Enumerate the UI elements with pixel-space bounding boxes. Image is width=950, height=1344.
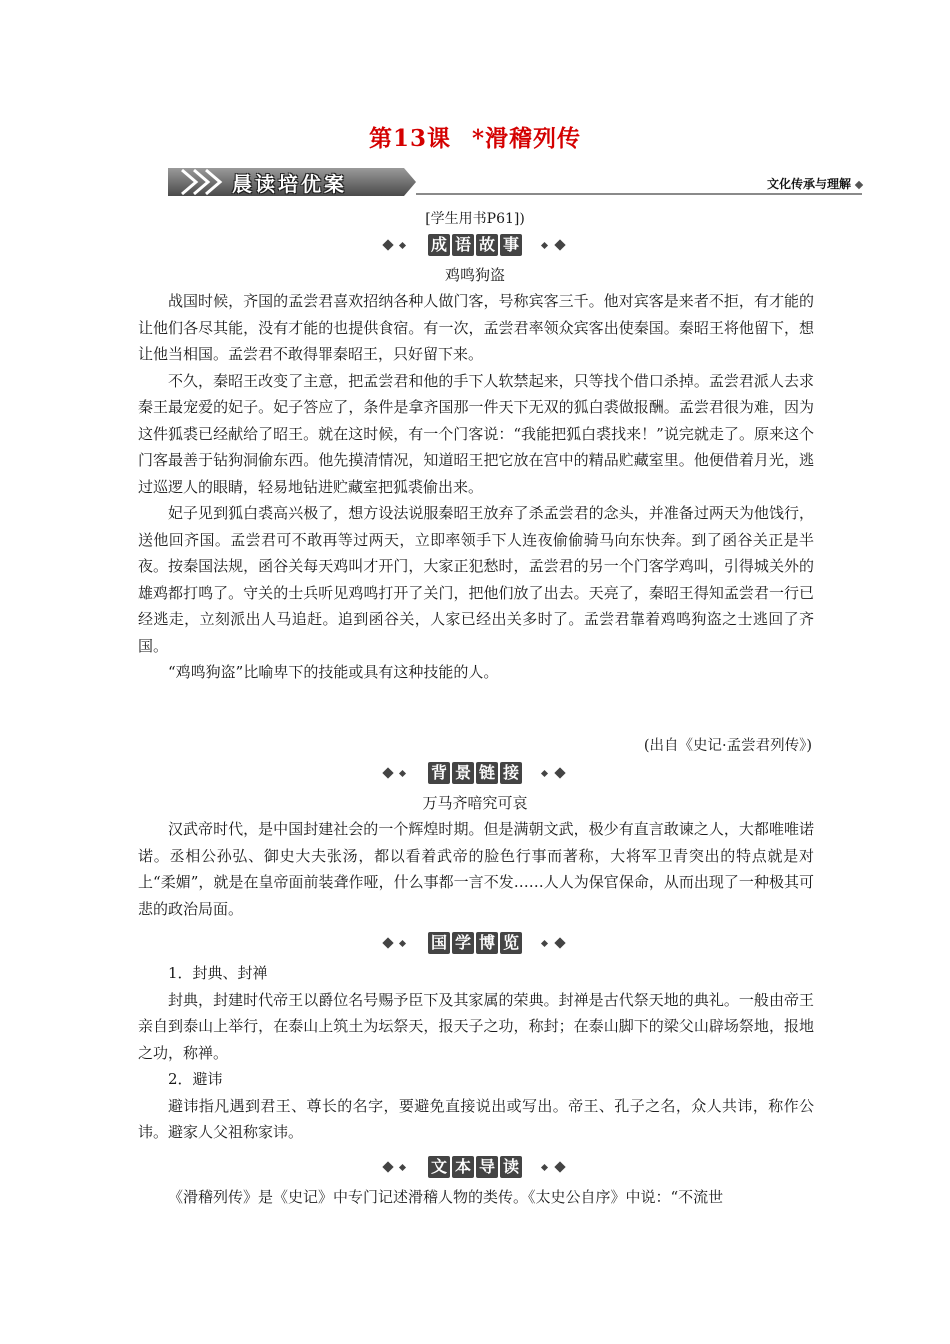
- banner-right-text: 文化传承与理解: [766, 177, 851, 191]
- daodu-text: [138, 1184, 814, 1212]
- section-title-daodu: [427, 1156, 523, 1178]
- guoxue-text: [138, 960, 814, 1146]
- section-char: 文: [428, 1156, 450, 1178]
- section-char: 读: [500, 1156, 522, 1178]
- banner-right-label: [767, 175, 862, 192]
- section-char: 览: [500, 932, 522, 954]
- section-char: 博: [476, 932, 498, 954]
- story-title: 鸡鸣狗盗: [444, 266, 505, 284]
- daodu-paragraph: 《滑稽列传》是《史记》中专门记述滑稽人物的类传。《太史公自序》中说：“不流世: [168, 1188, 724, 1206]
- section-char: 事: [500, 234, 522, 256]
- story-source: (出自《史记·孟尝君列传》): [643, 738, 812, 754]
- background-title: 万马齐喑究可哀: [422, 794, 528, 812]
- guoxue-heading-1: 1．封典、封禅: [168, 964, 268, 982]
- diamond-right-icon: [534, 937, 574, 949]
- section-char: 接: [500, 762, 522, 784]
- story-paragraph: “鸡鸣狗盗”比喻卑下的技能或具有这种技能的人。: [168, 663, 499, 681]
- section-char: 成: [428, 234, 450, 256]
- section-title-guoxue: [427, 932, 523, 954]
- diamond-left-icon: [376, 767, 416, 779]
- diamond-right-icon: [534, 767, 574, 779]
- lesson-number: 第13课: [368, 125, 451, 152]
- lesson-name: *滑稽列传: [472, 125, 582, 152]
- section-char: 语: [452, 234, 474, 256]
- page-reference: [学生用书P61]): [425, 211, 525, 227]
- story-paragraph: 妃子见到狐白裘高兴极了，想方设法说服秦昭王放弃了杀孟尝君的念头，并准备过两天为他饯行，送他回齐国。孟尝君可不敢再等过两天，立即率领手下人连夜偷偷骑马向东快奔。到了函谷关正是半夜。按秦国法规，函谷关每天鸡叫才开门，大家正犯愁时，孟尝君的另一个门客学鸡叫，引得城关外的雄鸡都打鸣了。守关的士兵听见鸡鸣打开了关门，把他们放了出去。天亮了，秦昭王得知孟尝君一行已经逃走，立刻派出人马追赶。追到函谷关，人家已经出关多时了。孟尝君靠着鸡鸣狗盗之士逃回了齐国。: [138, 504, 814, 655]
- section-banner: [168, 166, 862, 198]
- diamond-right-icon: [534, 1161, 574, 1173]
- guoxue-heading-2: 2．避讳: [168, 1070, 223, 1088]
- section-char: 本: [452, 1156, 474, 1178]
- diamond-left-icon: [376, 1161, 416, 1173]
- section-header-daodu: [0, 1156, 950, 1182]
- story-paragraph: 战国时候，齐国的孟尝君喜欢招纳各种人做门客，号称宾客三千。他对宾客是来者不拒，有才能的让他们各尽其能，没有才能的也提供食宿。有一次，孟尝君率领众宾客出使秦国。秦昭王将他留下，想让他当相国。孟尝君不敢得罪秦昭王，只好留下来。: [138, 292, 814, 363]
- diamond-left-icon: [376, 239, 416, 251]
- diamond-left-icon: [376, 937, 416, 949]
- story-paragraph: 不久，秦昭王改变了主意，把孟尝君和他的手下人软禁起来，只等找个借口杀掉。孟尝君派人去求秦王最宠爱的妃子。妃子答应了，条件是拿齐国那一件天下无双的狐白裘做报酬。孟尝君很为难，因为这件狐裘已经献给了昭王。就在这时候，有一个门客说：“我能把狐白裘找来！”说完就走了。原来这个门客最善于钻狗洞偷东西。他先摸清情况，知道昭王把它放在宫中的精品贮藏室里。他便借着月光，逃过巡逻人的眼睛，轻易地钻进贮藏室把狐裘偷出来。: [138, 371, 814, 496]
- section-char: 国: [428, 932, 450, 954]
- diamond-icon: [855, 180, 863, 188]
- section-char: 景: [452, 762, 474, 784]
- guoxue-paragraph-2: 避讳指凡遇到君王、尊长的名字，要避免直接说出或写出。帝王、孔子之名，众人共讳，称作公讳。避家人父祖称家讳。: [138, 1096, 814, 1141]
- background-paragraph: 汉武帝时代，是中国封建社会的一个辉煌时期。但是满朝文武，极少有直言敢谏之人，大都唯唯诺诺。丞相公孙弘、御史大夫张汤，都以看着武帝的脸色行事而著称，大将军卫青突出的特点就是对上“柔媚”，就是在皇帝面前装聋作哑，什么事都一言不发……人人为保官保命，从而出现了一种极其可悲的政治局面。: [138, 820, 814, 918]
- section-header-background: [0, 762, 950, 788]
- section-char: 导: [476, 1156, 498, 1178]
- story-text: [138, 288, 814, 686]
- background-text: [138, 816, 814, 922]
- section-title-idioms: [427, 234, 523, 256]
- section-char: 链: [476, 762, 498, 784]
- section-header-idioms: [0, 234, 950, 260]
- section-char: 背: [428, 762, 450, 784]
- section-char: 学: [452, 932, 474, 954]
- section-char: 故: [476, 234, 498, 256]
- diamond-right-icon: [534, 239, 574, 251]
- section-title-background: [427, 762, 523, 784]
- lesson-title: [0, 120, 950, 153]
- section-header-guoxue: [0, 932, 950, 958]
- guoxue-paragraph-1: 封典，封建时代帝王以爵位名号赐予臣下及其家属的荣典。封禅是古代祭天地的典礼。一般由帝王亲自到泰山上举行，在泰山上筑土为坛祭天，报天子之功，称封；在泰山脚下的梁父山辟场祭地，报地之功，称禅。: [138, 990, 814, 1062]
- banner-label: 晨读培优案: [232, 172, 347, 196]
